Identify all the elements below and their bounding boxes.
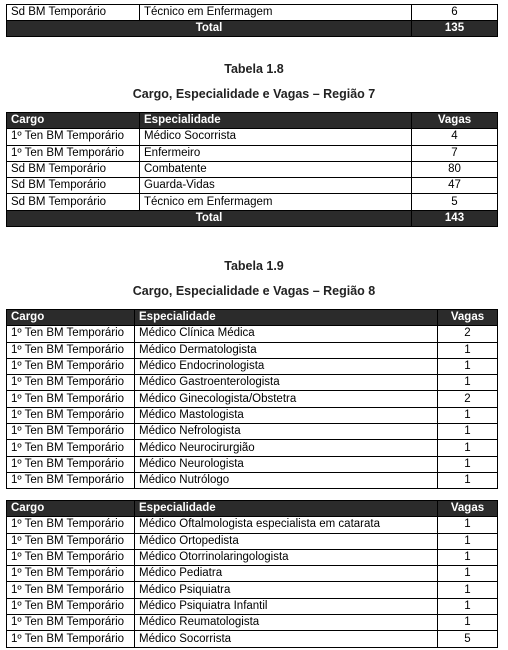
cell-especialidade: Médico Mastologista [135, 407, 438, 423]
cell-vagas: 1 [438, 582, 498, 598]
cell-vagas: 7 [412, 145, 498, 161]
cell-cargo: 1º Ten BM Temporário [7, 566, 135, 582]
cell-especialidade: Guarda-Vidas [140, 178, 412, 194]
cell-vagas: 2 [438, 391, 498, 407]
table-row [7, 440, 498, 456]
cell-especialidade: Médico Otorrinolaringologista [135, 549, 438, 565]
cell-especialidade: Médico Oftalmologista especialista em catarata [135, 517, 438, 533]
table-row [7, 391, 498, 407]
cell-cargo: 1º Ten BM Temporário [7, 533, 135, 549]
cell-vagas: 47 [412, 178, 498, 194]
cell-especialidade: Combatente [140, 161, 412, 177]
table-row [7, 424, 498, 440]
cell-cargo: Sd BM Temporário [7, 161, 140, 177]
cell-especialidade: Médico Socorrista [135, 631, 438, 647]
cell-cargo: 1º Ten BM Temporário [7, 517, 135, 533]
cell-vagas: 1 [438, 358, 498, 374]
cell-especialidade: Médico Pediatra [135, 566, 438, 582]
cell-cargo: 1º Ten BM Temporário [7, 440, 135, 456]
table-body [7, 5, 498, 37]
cell-especialidade: Médico Nefrologista [135, 424, 438, 440]
cell-vagas: 1 [438, 533, 498, 549]
table-number: Tabela 1.8 [224, 62, 284, 76]
total-value: 135 [412, 21, 498, 37]
table-row [7, 326, 498, 342]
table-row [7, 566, 498, 582]
cell-especialidade: Médico Ginecologista/Obstetra [135, 391, 438, 407]
table-title: Cargo, Especialidade e Vagas – Região 8 [132, 284, 376, 298]
table-body [7, 326, 498, 489]
cell-vagas: 5 [412, 194, 498, 210]
cell-especialidade: Médico Dermatologista [135, 342, 438, 358]
cell-vagas: 1 [438, 615, 498, 631]
region-8-table [6, 309, 498, 489]
cell-cargo: 1º Ten BM Temporário [7, 472, 135, 488]
header-especialidade: Especialidade [135, 501, 438, 517]
table-row [7, 178, 498, 194]
cell-cargo: 1º Ten BM Temporário [7, 391, 135, 407]
cell-especialidade: Técnico em Enfermagem [140, 194, 412, 210]
table-row [7, 358, 498, 374]
cell-vagas: 1 [438, 472, 498, 488]
header-vagas: Vagas [438, 310, 498, 326]
cell-especialidade: Médico Reumatologista [135, 615, 438, 631]
table-row [7, 375, 498, 391]
cell-vagas: 1 [438, 549, 498, 565]
cell-cargo: Sd BM Temporário [7, 5, 140, 21]
cell-especialidade: Médico Neurocirurgião [135, 440, 438, 456]
cell-vagas: 1 [438, 424, 498, 440]
table-row [7, 631, 498, 647]
header-cargo: Cargo [7, 310, 135, 326]
cell-vagas: 80 [412, 161, 498, 177]
header-especialidade: Especialidade [140, 113, 412, 129]
table-row [7, 615, 498, 631]
cell-vagas: 1 [438, 407, 498, 423]
cell-cargo: 1º Ten BM Temporário [7, 375, 135, 391]
table-row [7, 145, 498, 161]
cell-cargo: 1º Ten BM Temporário [7, 342, 135, 358]
table-row [7, 194, 498, 210]
cell-cargo: 1º Ten BM Temporário [7, 407, 135, 423]
cell-cargo: 1º Ten BM Temporário [7, 615, 135, 631]
region-8-table-continued [6, 500, 498, 648]
cell-especialidade: Médico Ortopedista [135, 533, 438, 549]
table-header-row [7, 501, 498, 517]
table-row [7, 582, 498, 598]
cell-vagas: 1 [438, 598, 498, 614]
cell-especialidade: Médico Gastroenterologista [135, 375, 438, 391]
cell-especialidade: Médico Endocrinologista [135, 358, 438, 374]
cell-especialidade: Médico Psiquiatra Infantil [135, 598, 438, 614]
header-especialidade: Especialidade [135, 310, 438, 326]
table-number: Tabela 1.9 [224, 259, 284, 273]
total-row [7, 21, 498, 37]
cell-cargo: Sd BM Temporário [7, 178, 140, 194]
region-7-table [6, 112, 498, 227]
cell-cargo: 1º Ten BM Temporário [7, 145, 140, 161]
total-row [7, 210, 498, 226]
table-row [7, 342, 498, 358]
cell-cargo: 1º Ten BM Temporário [7, 326, 135, 342]
cell-cargo: 1º Ten BM Temporário [7, 424, 135, 440]
table-row [7, 456, 498, 472]
header-cargo: Cargo [7, 113, 140, 129]
table-title: Cargo, Especialidade e Vagas – Região 7 [132, 87, 376, 101]
cell-vagas: 4 [412, 129, 498, 145]
cell-especialidade: Médico Nutrólogo [135, 472, 438, 488]
cell-especialidade: Médico Neurologista [135, 456, 438, 472]
table-row [7, 598, 498, 614]
cell-vagas: 1 [438, 342, 498, 358]
cell-especialidade: Enfermeiro [140, 145, 412, 161]
table-header-row [7, 310, 498, 326]
cell-cargo: 1º Ten BM Temporário [7, 549, 135, 565]
table-body [7, 517, 498, 647]
cell-especialidade: Médico Clínica Médica [135, 326, 438, 342]
header-vagas: Vagas [438, 501, 498, 517]
cell-cargo: Sd BM Temporário [7, 194, 140, 210]
cell-vagas: 1 [438, 440, 498, 456]
cell-vagas: 2 [438, 326, 498, 342]
cell-vagas: 5 [438, 631, 498, 647]
cell-cargo: 1º Ten BM Temporário [7, 598, 135, 614]
table-row [7, 161, 498, 177]
total-label: Total [7, 210, 412, 226]
table-row [7, 5, 498, 21]
cell-cargo: 1º Ten BM Temporário [7, 456, 135, 472]
cell-cargo: 1º Ten BM Temporário [7, 631, 135, 647]
cell-especialidade: Médico Socorrista [140, 129, 412, 145]
cell-vagas: 1 [438, 517, 498, 533]
total-label: Total [7, 21, 412, 37]
table-header-row [7, 113, 498, 129]
table-row [7, 517, 498, 533]
cell-cargo: 1º Ten BM Temporário [7, 129, 140, 145]
cell-especialidade: Médico Psiquiatra [135, 582, 438, 598]
cell-cargo: 1º Ten BM Temporário [7, 358, 135, 374]
table-row [7, 129, 498, 145]
table-body [7, 129, 498, 227]
cell-especialidade: Técnico em Enfermagem [140, 5, 412, 21]
header-vagas: Vagas [412, 113, 498, 129]
region-6-table-tail [6, 4, 498, 37]
cell-vagas: 6 [412, 5, 498, 21]
cell-vagas: 1 [438, 375, 498, 391]
table-row [7, 472, 498, 488]
table-row [7, 549, 498, 565]
cell-vagas: 1 [438, 566, 498, 582]
table-row [7, 533, 498, 549]
total-value: 143 [412, 210, 498, 226]
table-row [7, 407, 498, 423]
header-cargo: Cargo [7, 501, 135, 517]
cell-cargo: 1º Ten BM Temporário [7, 582, 135, 598]
cell-vagas: 1 [438, 456, 498, 472]
